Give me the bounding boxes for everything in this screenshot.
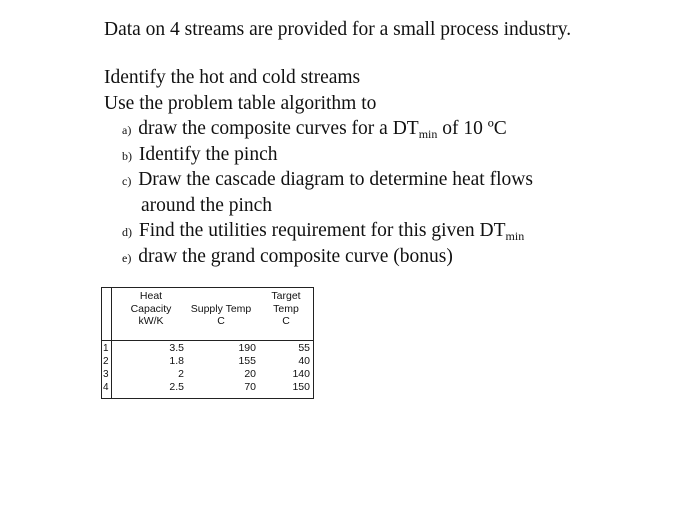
table-divider — [111, 287, 112, 399]
header-heat-capacity — [119, 290, 183, 328]
stream-data-table — [101, 287, 314, 399]
cell-supply-temp: 155 — [238, 355, 256, 367]
row-number: 1 — [103, 343, 109, 354]
instruction-item-c — [104, 168, 533, 194]
row-number: 3 — [103, 369, 109, 380]
instruction-item-d — [104, 219, 533, 245]
instruction-item-e — [104, 245, 533, 271]
item-marker: b) — [122, 148, 132, 163]
item-subscript: min — [505, 229, 525, 243]
cell-supply-temp: 190 — [238, 342, 256, 354]
instruction-item-a — [104, 117, 533, 143]
header-line: Supply Temp — [190, 302, 252, 315]
cell-heat-capacity: 1.8 — [169, 355, 184, 367]
header-target-temp — [263, 290, 309, 328]
cell-heat-capacity: 3.5 — [169, 342, 184, 354]
table-header-divider — [101, 340, 314, 341]
item-text-after: of 10 ºC — [437, 118, 507, 139]
item-text: Identify the pinch — [138, 143, 278, 165]
instruction-line-2: Use the problem table algorithm to — [104, 92, 377, 114]
cell-target-temp: 40 — [298, 355, 310, 367]
header-line: Capacity — [130, 302, 172, 315]
header-line: C — [217, 315, 225, 327]
cell-target-temp: 140 — [292, 368, 310, 380]
cell-heat-capacity: 2.5 — [169, 381, 184, 393]
item-marker: e) — [122, 250, 132, 265]
item-text: Find the utilities requirement for this given DT — [138, 220, 506, 241]
cell-supply-temp: 70 — [244, 381, 256, 393]
item-marker: d) — [122, 225, 132, 239]
header-line: Temp — [273, 302, 299, 315]
cell-supply-temp: 20 — [244, 368, 256, 380]
instruction-item-c-continuation: around the pinch — [141, 194, 273, 216]
header-line: Heat — [139, 290, 163, 302]
item-text: draw the grand composite curve (bonus) — [138, 245, 453, 267]
row-number: 2 — [103, 356, 109, 367]
row-number: 4 — [103, 382, 109, 393]
header-supply-temp — [185, 303, 257, 328]
intro-text: Data on 4 streams are provided for a small process industry. — [104, 19, 572, 40]
cell-target-temp: 55 — [298, 342, 310, 354]
item-subscript: min — [418, 127, 438, 141]
item-text: Draw the cascade diagram to determine heat flows — [138, 169, 533, 190]
cell-heat-capacity: 2 — [178, 368, 184, 380]
header-line: C — [282, 315, 290, 327]
header-line: kW/K — [138, 315, 164, 327]
instruction-item-b — [104, 143, 533, 169]
item-marker: c) — [122, 174, 132, 188]
item-marker: a) — [122, 123, 132, 137]
cell-target-temp: 150 — [292, 381, 310, 393]
item-text: draw the composite curves for a DT — [138, 118, 419, 139]
header-line: Target — [271, 290, 301, 302]
instruction-line-1: Identify the hot and cold streams — [104, 67, 361, 88]
instructions-block — [104, 66, 533, 270]
